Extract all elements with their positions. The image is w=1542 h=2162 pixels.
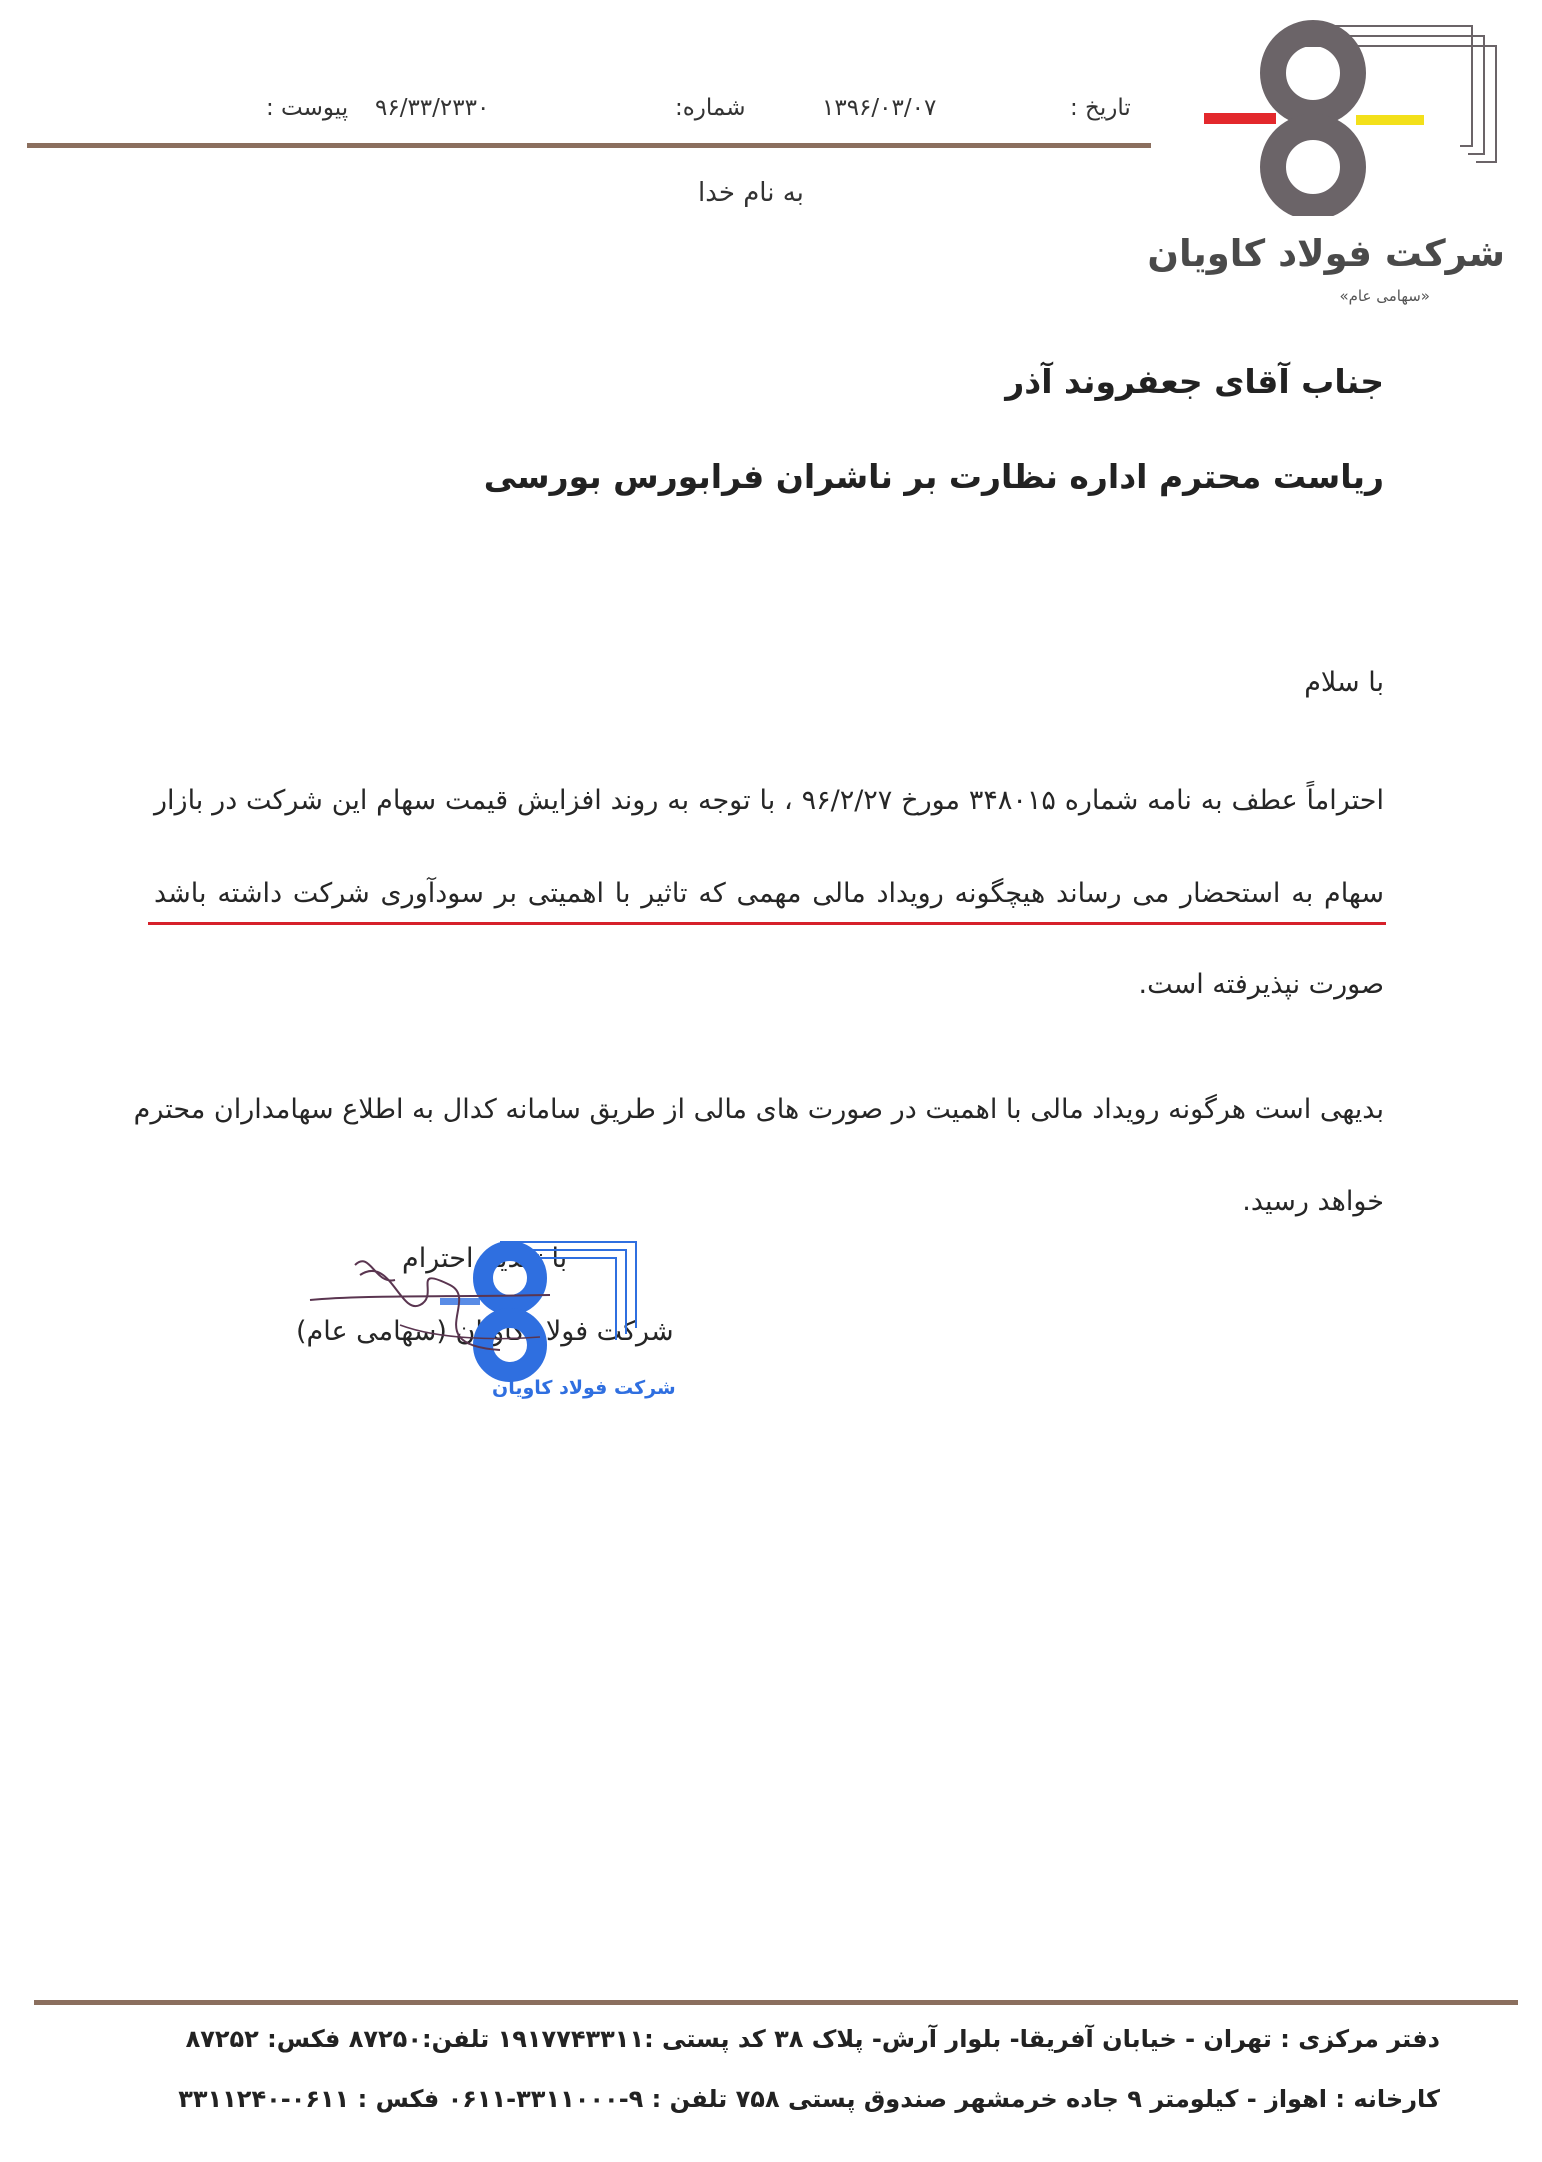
company-type: «سهامی عام» <box>1339 287 1430 305</box>
signature-company: شرکت فولاد کاویان (سهامی عام) <box>296 1316 674 1347</box>
stamp-text: شرکت فولاد کاویان <box>492 1377 676 1399</box>
basmala: به نام خدا <box>698 178 804 208</box>
footer-factory-address: کارخانه : اهواز - کیلومتر ۹ جاده خرمشهر صندوق پستی ۷۵۸ تلفن : ۹-۳۳۱۱۰۰۰-۰۶۱۱ فکس : ۰۶۱۱-۳۳۱۱۲۴۰ <box>178 2085 1440 2113</box>
header-divider <box>27 143 1151 148</box>
date-label: تاریخ : <box>1070 95 1131 121</box>
paragraph-2-line-1: بدیهی است هرگونه رویداد مالی با اهمیت در صورت های مالی از طریق سامانه کدال به اطلاع سهامداران محترم <box>133 1094 1384 1125</box>
recipient-name: جناب آقای جعفروند آذر <box>1005 362 1384 401</box>
date-value: ۱۳۹۶/۰۳/۰۷ <box>822 95 937 121</box>
paragraph-1-line-1: احتراماً عطف به نامه شماره ۳۴۸۰۱۵ مورخ ۹۶/۲/۲۷ ، با توجه به روند افزایش قیمت سهام این شرکت در بازار <box>154 785 1384 816</box>
handwritten-signature <box>300 1245 560 1375</box>
paragraph-2-line-2: خواهد رسید. <box>1242 1186 1384 1217</box>
attachment-label: پیوست : <box>266 95 349 121</box>
recipient-title: ریاست محترم اداره نظارت بر ناشران فرابورس بورسی <box>483 457 1384 496</box>
closing-text: با تقدیم احترام <box>402 1243 568 1274</box>
paragraph-1-line-3: صورت نپذیرفته است. <box>1138 969 1384 1000</box>
logo-yellow-bar <box>1356 115 1424 125</box>
logo-bottom-ring <box>1273 127 1353 207</box>
footer-office-address: دفتر مرکزی : تهران - خیابان آفریقا- بلوار آرش- پلاک ۳۸ کد پستی :۱۹۱۷۷۴۳۳۱۱ تلفن:۸۷۲۵۰ فکس: ۸۷۲۵۲ <box>185 2025 1440 2053</box>
footer-divider <box>34 2000 1518 2005</box>
greeting: با سلام <box>1304 667 1384 698</box>
number-label: شماره: <box>675 95 746 121</box>
company-name: شرکت فولاد کاویان <box>1147 232 1505 275</box>
number-value: ۹۶/۳۳/۲۳۳۰ <box>375 95 490 121</box>
logo-red-bar <box>1204 113 1276 124</box>
company-logo <box>1200 16 1520 216</box>
highlight-underline <box>148 922 1386 925</box>
paragraph-1-line-2: سهام به استحضار می رساند هیچگونه رویداد مالی مهمی که تاثیر با اهمیتی بر سودآوری شرکت داشته باشد <box>154 878 1384 909</box>
logo-top-ring <box>1273 33 1353 113</box>
